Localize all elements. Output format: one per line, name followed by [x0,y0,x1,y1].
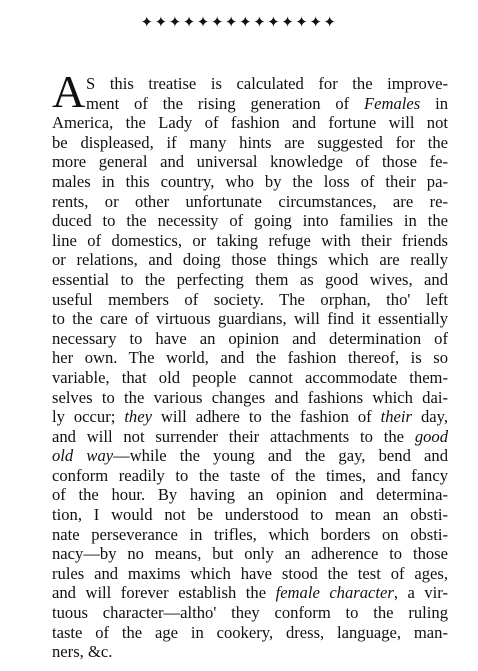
text-line: line of domestics, or taking refuge with their friends [52,230,448,250]
text-line: ly occur; they will adhere to the fashion of their day, [52,407,448,427]
italic-phrase: they [124,407,152,427]
text-line: nacy—by no means, but only an adherence to those [52,544,448,564]
text-line: variable, that old people cannot accommodate them- [52,367,448,387]
text-line: rules and maxims which have stood the test of ages, [52,563,448,583]
italic-phrase: good [414,426,448,446]
text-line: males in this country, who by the loss of their pa- [52,171,448,191]
text-line: America, the Lady of fashion and fortune will not [52,113,448,133]
text-line: nate perseverance in trifles, which borders on obsti- [52,524,448,544]
text-line: essential to the perfecting them as good wives, and [52,269,448,289]
text-line: tion, I would not be understood to mean an obsti- [52,505,448,525]
text-line: more general and universal knowledge of those fe- [52,152,448,172]
text-line: rents, or other unfortunate circumstances, are re- [52,191,448,211]
text-line: or relations, and doing those things which are really [52,250,448,270]
text-line: necessary to have an opinion and determination of [52,328,448,348]
text-line: conform readily to the taste of the times, and fancy [52,465,448,485]
text-line: and will not surrender their attachments to the good [52,426,448,446]
drop-cap: A [52,66,86,117]
header-ornament: ✦✦✦✦✦✦✦✦✦✦✦✦✦✦ [140,15,338,31]
text-line: tuous character—altho' they conform to the ruling [52,603,448,623]
italic-phrase: female character [275,583,394,603]
text-line: her own. The world, and the fashion thereof, is so [52,348,448,368]
text-line: duced to the necessity of going into families in the [52,211,448,231]
text-line: of the hour. By having an opinion and determina- [52,485,448,505]
text-line: S this treatise is calculated for the improve- [86,74,448,93]
body-paragraph [52,66,449,662]
italic-phrase: their [380,407,412,427]
italic-phrase: Females [364,93,421,113]
text-line: ment of the rising generation of Females in [86,93,448,113]
text-line: to the care of virtuous guardians, will find it essentially [52,309,448,329]
text-line: selves to the various changes and fashions which dai- [52,387,448,407]
italic-phrase: old way [52,446,114,466]
text-line: be displeased, if many hints are suggested for the [52,132,448,152]
text-line: useful members of society. The orphan, tho' left [52,289,448,309]
text-line: old way—while the young and the gay, bend and [52,446,448,466]
text-line: and will forever establish the female character, a vir- [52,583,449,603]
text-line: ners, &c. [52,642,113,662]
text-line: taste of the age in cookery, dress, language, man- [52,622,448,642]
